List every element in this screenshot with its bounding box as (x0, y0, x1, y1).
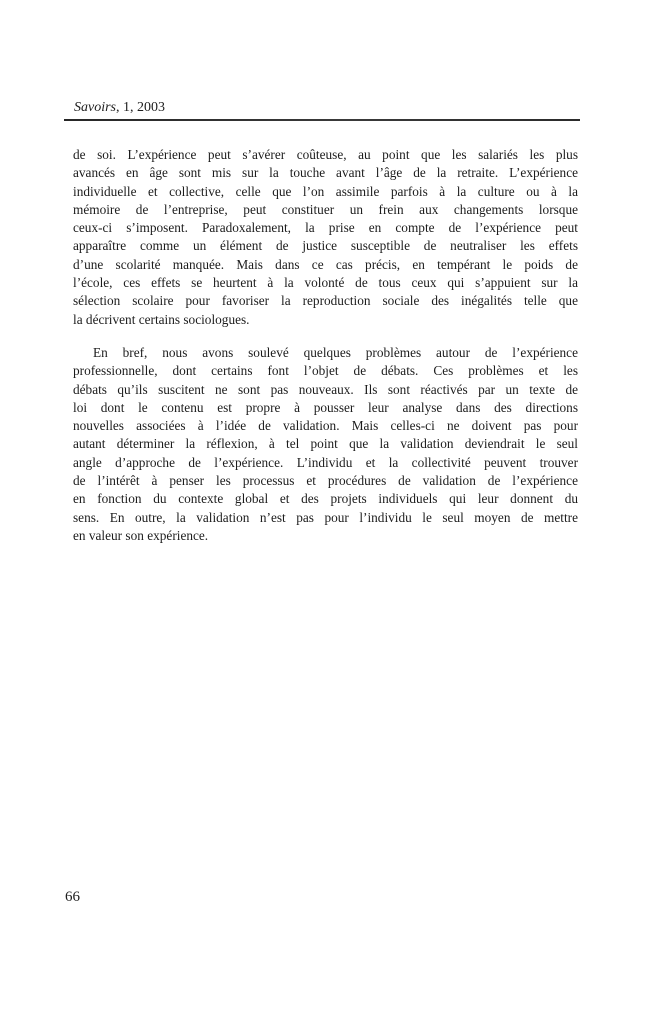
text-line: En bref, nous avons soulevé quelques problèmes autour de l’expérience (93, 344, 578, 360)
paragraph-2 (73, 344, 578, 545)
text-line: professionnelle, dont certains font l’objet de débats. Ces problèmes et les (73, 363, 578, 379)
text-line: avancés en âge sont mis sur la touche avant l’âge de la retraite. L’expérience (73, 165, 578, 181)
text-line: de l’intérêt à penser les processus et procédures de validation de l’expérience (73, 473, 578, 489)
text-line: autant déterminer la réflexion, à tel point que la validation deviendrait le seul (73, 436, 578, 452)
header-rule (64, 119, 580, 121)
text-line: de soi. L’expérience peut s’avérer coûteuse, au point que les salariés les plus (73, 147, 578, 162)
text-line: sens. En outre, la validation n’est pas pour l’individu le seul moyen de mettre (73, 509, 578, 525)
text-line: apparaître comme un élément de justice susceptible de neutraliser les effets (73, 238, 578, 254)
text-line: ceux-ci s’imposent. Paradoxalement, la prise en compte de l’expérience peut (73, 220, 578, 236)
body-text (73, 146, 578, 545)
text-line: en fonction du contexte global et des projets individuels qui leur donnent du (73, 491, 578, 507)
text-line: angle d’approche de l’expérience. L’individu et la collectivité peuvent trouver (73, 454, 578, 470)
text-line: nouvelles associées à l’idée de validation. Mais celles-ci ne doivent pas pour (73, 418, 578, 434)
text-line: loi dont le contenu est propre à pousser leur analyse dans des directions (73, 399, 578, 415)
text-line: la décrivent certains sociologues. (73, 311, 250, 327)
text-line: d’une scolarité manquée. Mais dans ce cas précis, en tempérant le poids de (73, 256, 578, 272)
text-line: débats qu’ils suscitent ne sont pas nouveaux. Ils sont réactivés par un texte de (73, 381, 578, 397)
running-header (74, 100, 165, 116)
journal-issue: , 1, 2003 (116, 100, 165, 115)
journal-title: Savoirs (74, 100, 116, 115)
paragraph-1 (73, 146, 578, 329)
text-line: l’école, ces effets se heurtent à la volonté de tous ceux qui s’appuient sur la (73, 275, 578, 291)
text-line: en valeur son expérience. (73, 527, 209, 543)
text-line: individuelle et collective, celle que l’on assimile parfois à la culture ou à la (73, 183, 578, 199)
page-number: 66 (65, 889, 80, 905)
text-line: mémoire de l’entreprise, peut constituer un frein aux changements lorsque (73, 201, 578, 217)
text-line: sélection scolaire pour favoriser la reproduction sociale des inégalités telle que (73, 293, 578, 309)
